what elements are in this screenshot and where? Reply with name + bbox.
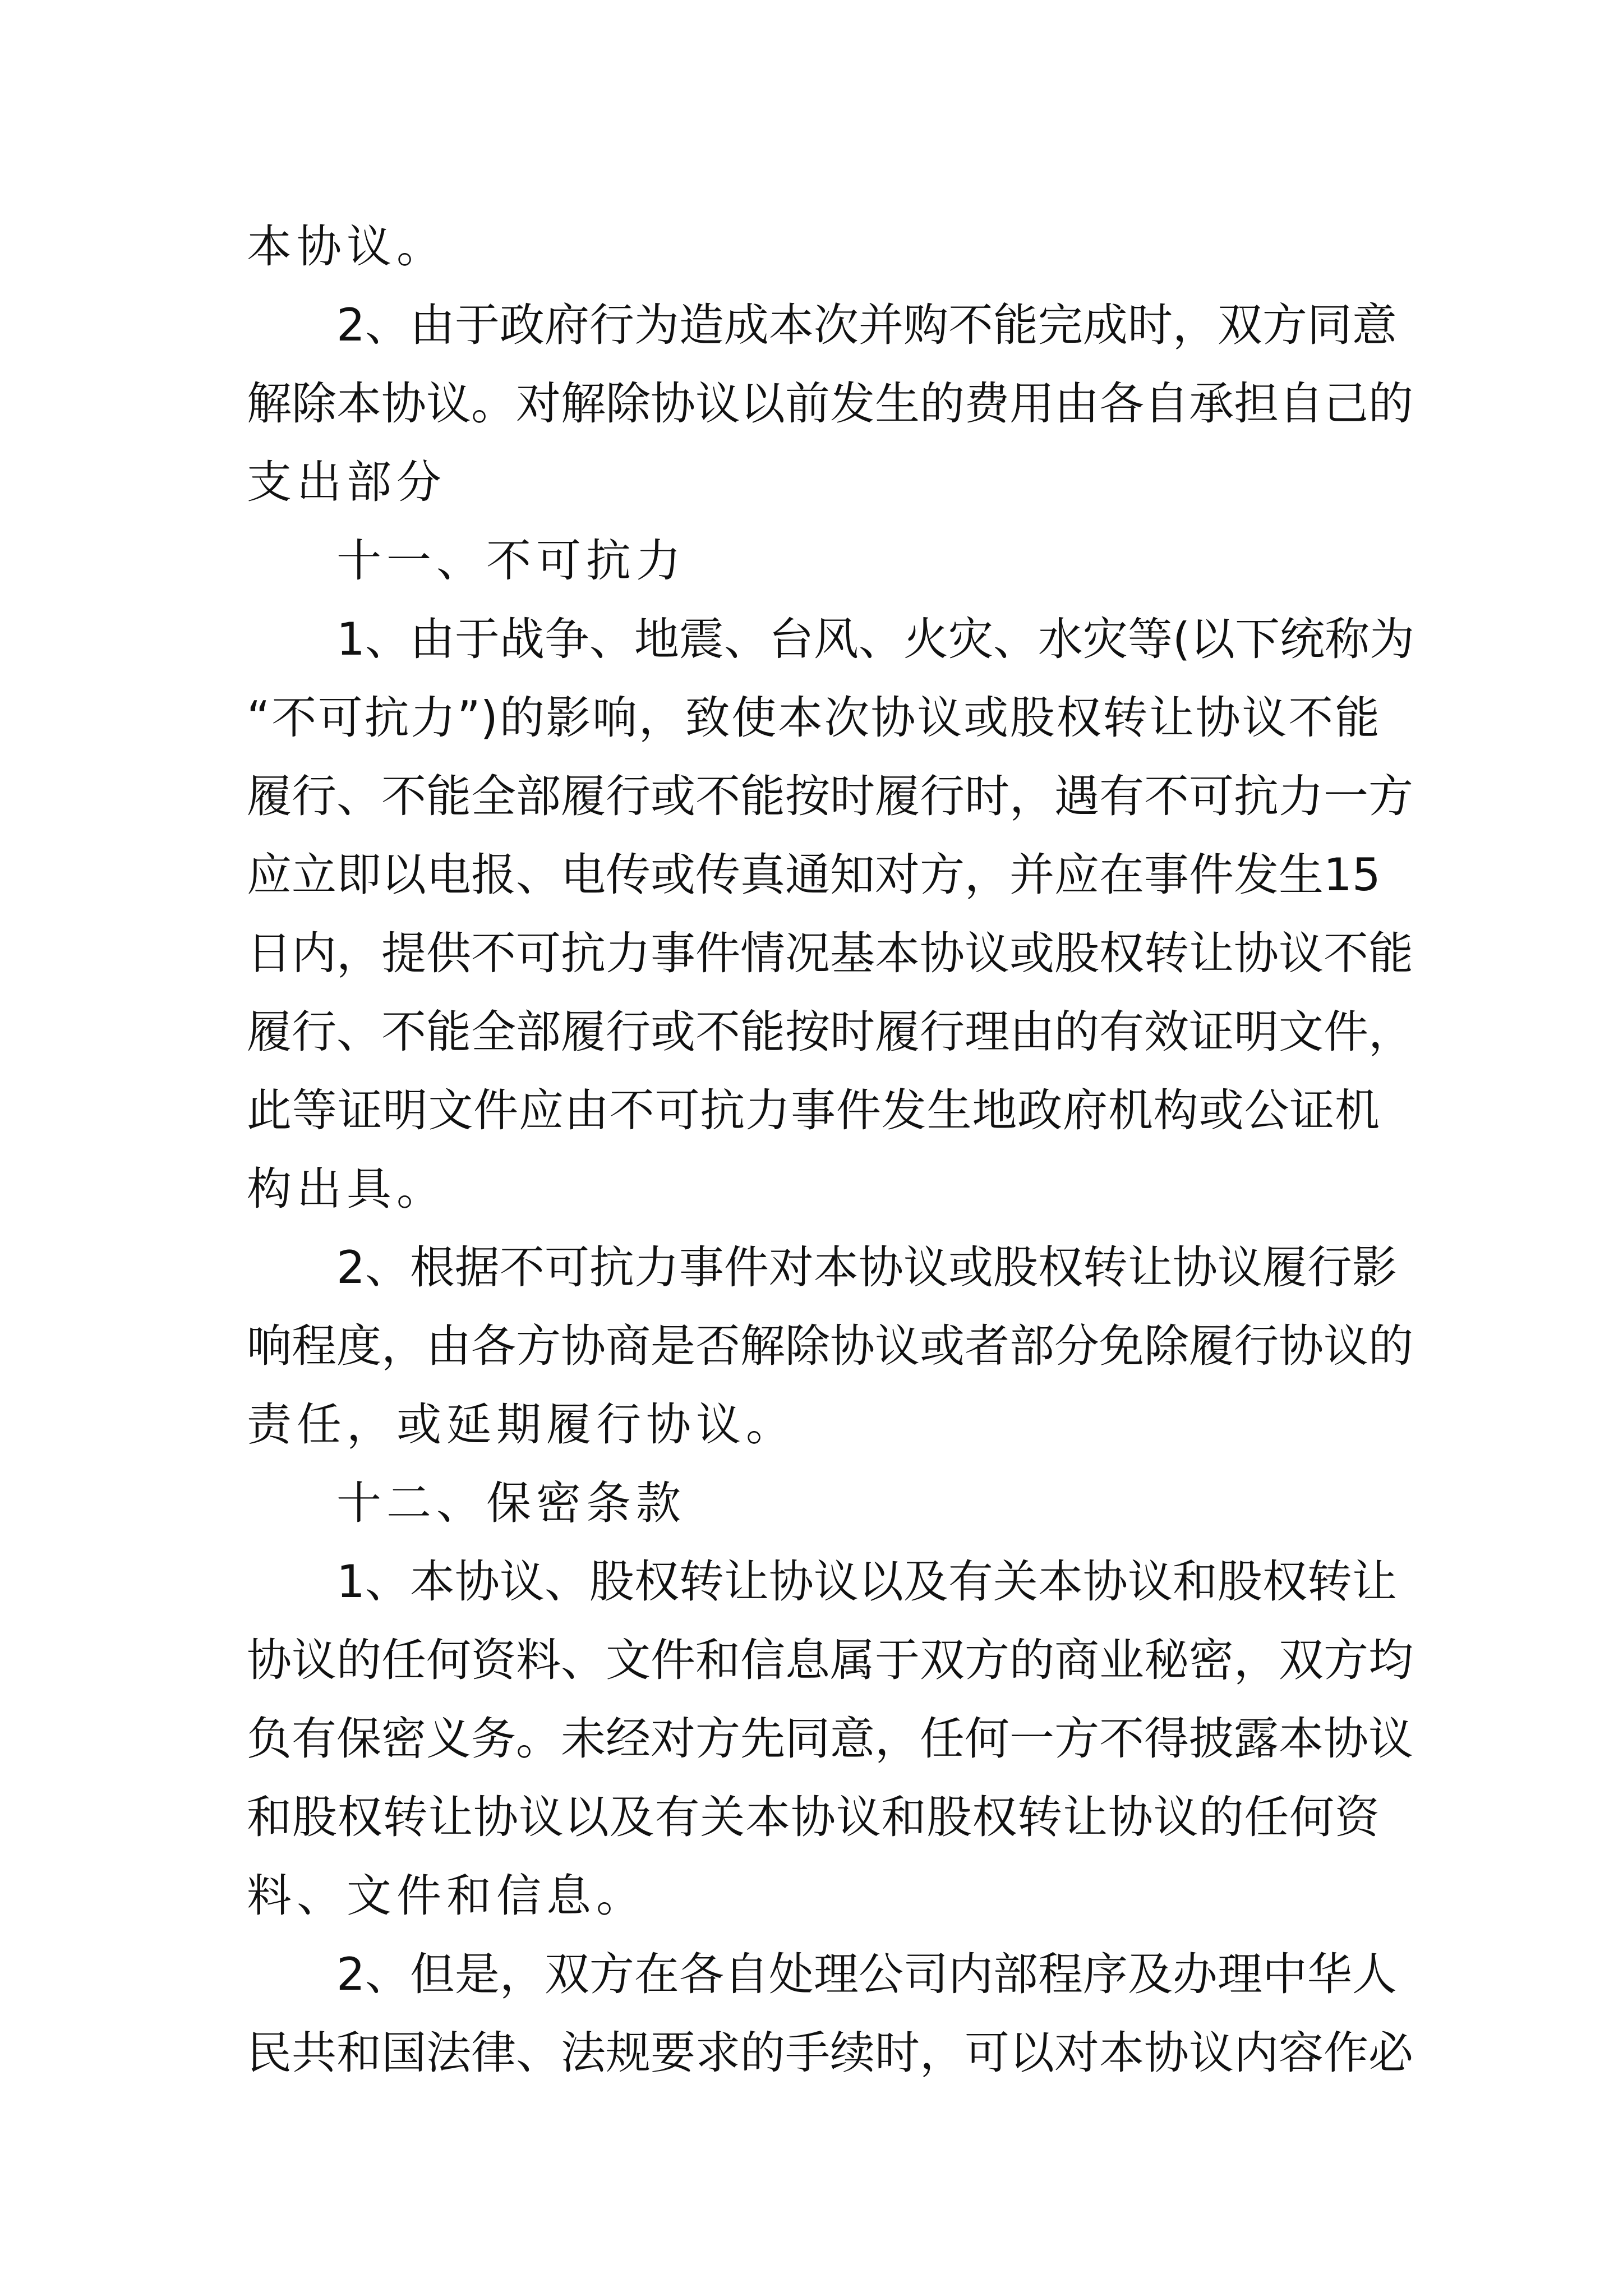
text-line: 响程度，由各方协商是否解除协议或者部分免除履行协议的 — [247, 1320, 1413, 1372]
text-line: 1、由于战争、地震、台风、火灾、水灾等(以下统称为 — [336, 613, 1415, 665]
text-line: 构出具。 — [247, 1163, 446, 1215]
text-line: 本协议。 — [247, 220, 446, 273]
text-line: 和股权转让协议以及有关本协议和股权转让协议的任何资 — [247, 1791, 1380, 1843]
text-line: 日内，提供不可抗力事件情况基本协议或股权转让协议不能 — [247, 927, 1413, 979]
section-heading: 十一、不可抗力 — [336, 535, 686, 587]
text-line: 2、由于政府行为造成本次并购不能完成时，双方同意 — [336, 299, 1397, 351]
text-line: 应立即以电报、电传或传真通知对方，并应在事件发生15 — [247, 849, 1381, 901]
text-line: 1、本协议、股权转让协议以及有关本协议和股权转让 — [336, 1556, 1397, 1608]
text-line: 负有保密义务。未经对方先同意，任何一方不得披露本协议 — [247, 1713, 1413, 1765]
section-heading: 十二、保密条款 — [336, 1477, 686, 1529]
text-line: 责任，或延期履行协议。 — [247, 1398, 796, 1451]
text-line: 协议的任何资料、文件和信息属于双方的商业秘密，双方均 — [247, 1634, 1413, 1686]
text-line: 解除本协议。对解除协议以前发生的费用由各自承担自己的 — [247, 378, 1413, 430]
text-line: 履行、不能全部履行或不能按时履行理由的有效证明文件， — [247, 1006, 1413, 1058]
text-line: “不可抗力”)的影响，致使本次协议或股权转让协议不能 — [247, 692, 1380, 744]
text-line: 此等证明文件应由不可抗力事件发生地政府机构或公证机 — [247, 1084, 1380, 1137]
text-line: 支出部分 — [247, 456, 446, 508]
text-line: 民共和国法律、法规要求的手续时，可以对本协议内容作必 — [247, 2027, 1413, 2079]
text-line: 料、文件和信息。 — [247, 1870, 646, 1922]
text-line: 2、但是，双方在各自处理公司内部程序及办理中华人 — [336, 1948, 1397, 2000]
text-line: 履行、不能全部履行或不能按时履行时，遇有不可抗力一方 — [247, 770, 1413, 822]
text-line: 2、根据不可抗力事件对本协议或股权转让协议履行影 — [336, 1241, 1397, 1294]
document-body — [247, 208, 1415, 2092]
